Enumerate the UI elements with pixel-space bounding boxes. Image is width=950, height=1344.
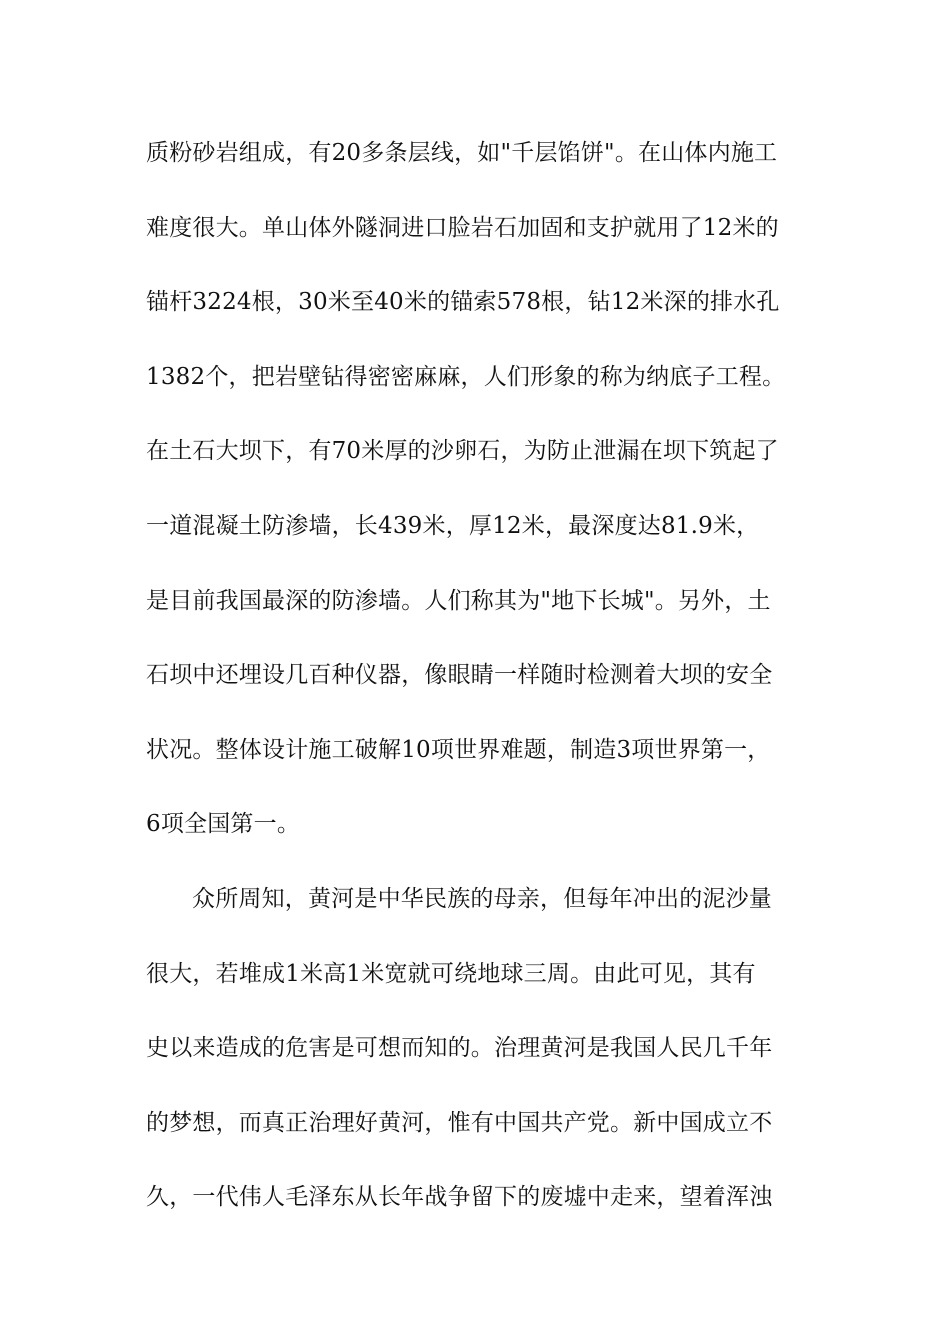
text-line: 难度很大。单山体外隧洞进口脸岩石加固和支护就用了12米的 (146, 214, 779, 241)
text-line: 一道混凝土防渗墙，长439米，厚12米，最深度达81.9米， (146, 512, 760, 539)
text-line: 久，一代伟人毛泽东从长年战争留下的废墟中走来，望着浑浊 (146, 1184, 773, 1211)
paragraph-first-line: 众所周知，黄河是中华民族的母亲，但每年冲出的泥沙量 (192, 885, 772, 912)
text-line: 状况。整体设计施工破解10项世界难题，制造3项世界第一， (146, 736, 771, 763)
text-line: 6项全国第一。 (146, 811, 301, 838)
text-line: 质粉砂岩组成，有20多条层线，如"千层馅饼"。在山体内施工 (146, 140, 778, 166)
text-line: 石坝中还埋设几百种仪器，像眼睛一样随时检测着大坝的安全 (146, 662, 773, 689)
text-line: 很大，若堆成1米高1米宽就可绕地球三周。由此可见，其有 (146, 960, 756, 987)
text-line: 是目前我国最深的防渗墙。人们称其为"地下长城"。另外，土 (146, 587, 771, 614)
text-line: 在土石大坝下，有70米厚的沙卵石，为防止泄漏在坝下筑起了 (146, 438, 779, 465)
text-line: 1382个，把岩壁钻得密密麻麻，人们形象的称为纳底子工程。 (146, 363, 786, 390)
body-text (146, 134, 826, 1253)
text-line: 的梦想，而真正治理好黄河，惟有中国共产党。新中国成立不 (146, 1109, 773, 1136)
text-line: 锚杆3224根，30米至40米的锚索578根，钻12米深的排水孔 (146, 289, 780, 316)
text-line: 史以来造成的危害是可想而知的。治理黄河是我国人民几千年 (146, 1035, 773, 1062)
